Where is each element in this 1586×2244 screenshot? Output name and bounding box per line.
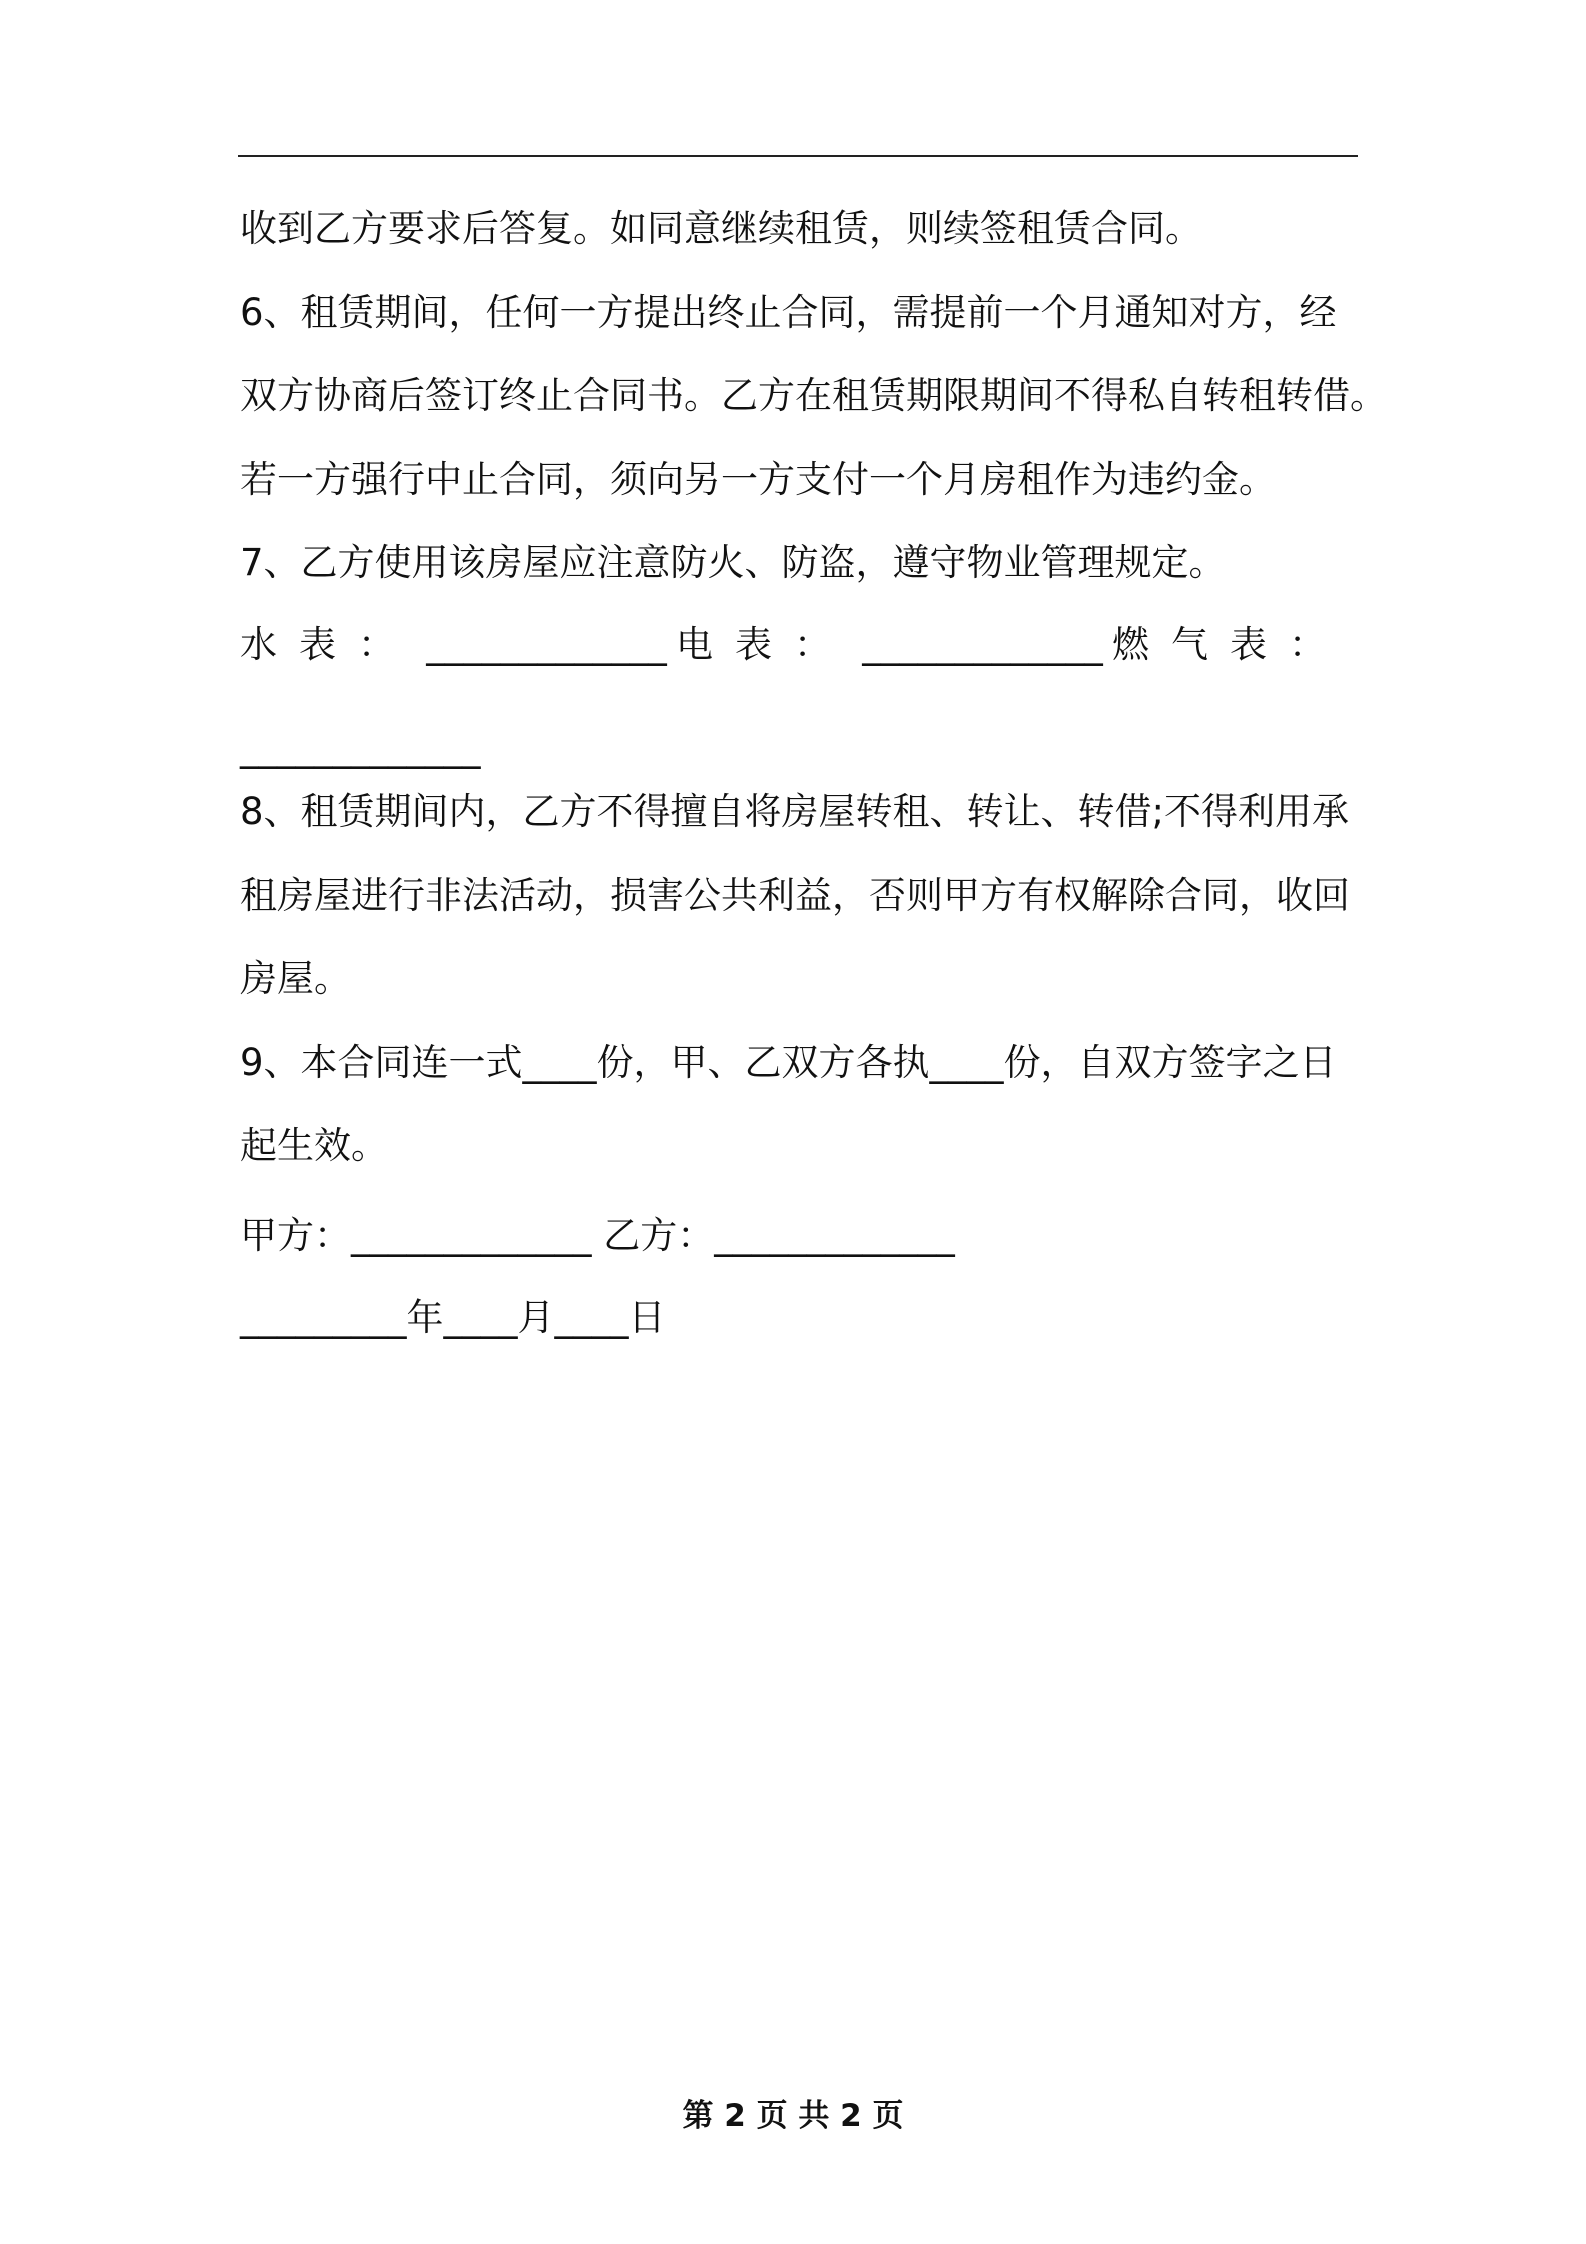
gas-meter-label: 燃气表： (1112, 623, 1348, 666)
paragraph-line: 起生效。 (240, 1124, 388, 1167)
water-meter-blank: _____________ (426, 623, 667, 666)
paragraph-line: 双方协商后签订终止合同书。乙方在租赁期限期间不得私自转租转借。 (240, 374, 1387, 417)
meter-readings-row (240, 622, 1348, 668)
paragraph-line: 收到乙方要求后答复。如同意继续租赁，则续签租赁合同。 (240, 207, 1202, 250)
gas-meter-blank: _____________ (240, 726, 481, 769)
signature-line: 甲方：_____________ 乙方：_____________ (240, 1214, 955, 1257)
paragraph-line: 8、租赁期间内，乙方不得擅自将房屋转租、转让、转借;不得利用承 (240, 790, 1350, 833)
paragraph-line: 7、乙方使用该房屋应注意防火、防盗，遵守物业管理规定。 (240, 541, 1226, 584)
paragraph-line: 若一方强行中止合同，须向另一方支付一个月房租作为违约金。 (240, 458, 1276, 501)
paragraph-line: 6、租赁期间，任何一方提出终止合同，需提前一个月通知对方，经 (240, 291, 1337, 334)
date-line: _________年____月____日 (240, 1296, 666, 1339)
paragraph-line: 9、本合同连一式____份，甲、乙双方各执____份，自双方签字之日 (240, 1041, 1337, 1084)
paragraph-line: 租房屋进行非法活动，损害公共利益，否则甲方有权解除合同，收回 (240, 874, 1350, 917)
page-number: 第 2 页 共 2 页 (682, 2098, 904, 2134)
header-rule (238, 155, 1358, 157)
paragraph-line: 房屋。 (240, 957, 351, 1000)
water-meter-label: 水表： (240, 623, 417, 666)
electric-meter-label: 电表： (676, 623, 853, 666)
electric-meter-blank: _____________ (862, 623, 1103, 666)
